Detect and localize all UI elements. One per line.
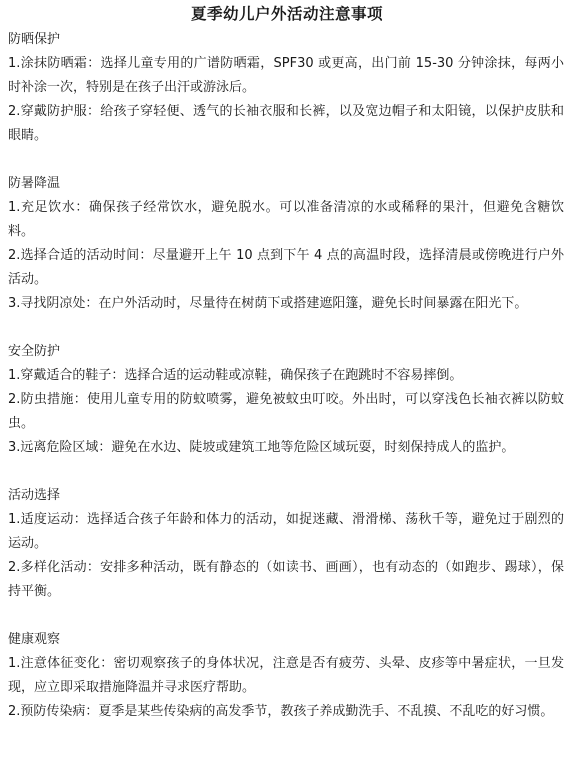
list-item: 2.预防传染病：夏季是某些传染病的高发季节，教孩子养成勤洗手、不乱摸、不乱吃的好习惯。 — [8, 704, 554, 719]
list-item: 1.适度运动：选择适合孩子年龄和体力的活动，如捉迷藏、滑滑梯、荡秋千等，避免过于剧烈的运动。 — [8, 512, 564, 551]
section-heading: 防晒保护 — [8, 32, 61, 47]
section-health-observation — [8, 628, 566, 724]
list-item: 2.多样化活动：安排多种活动，既有静态的（如读书、画画），也有动态的（如跑步、踢球），保持平衡。 — [8, 560, 564, 599]
list-item: 3.寻找阴凉处：在户外活动时，尽量待在树荫下或搭建遮阳篷，避免长时间暴露在阳光下。 — [8, 296, 528, 311]
list-item: 1.穿戴适合的鞋子：选择合适的运动鞋或凉鞋，确保孩子在跑跳时不容易摔倒。 — [8, 368, 463, 383]
list-item: 3.远离危险区域：避免在水边、陡坡或建筑工地等危险区域玩耍，时刻保持成人的监护。 — [8, 440, 515, 455]
section-sun-protection — [8, 28, 566, 148]
section-heading: 安全防护 — [8, 344, 61, 359]
section-heading: 活动选择 — [8, 488, 61, 503]
list-item: 1.充足饮水：确保孩子经常饮水，避免脱水。可以准备清凉的水或稀释的果汁，但避免含糖饮料。 — [8, 200, 564, 239]
section-heat-prevention — [8, 172, 566, 316]
list-item: 2.穿戴防护服：给孩子穿轻便、透气的长袖衣服和长裤，以及宽边帽子和太阳镜，以保护皮肤和眼睛。 — [8, 104, 564, 143]
list-item: 1.涂抹防晒霜：选择儿童专用的广谱防晒霜，SPF30 或更高，出门前 15-30 分钟涂抹，每两小时补涂一次，特别是在孩子出汗或游泳后。 — [8, 56, 564, 95]
section-safety — [8, 340, 566, 460]
list-item: 1.注意体征变化：密切观察孩子的身体状况，注意是否有疲劳、头晕、皮疹等中暑症状，一旦发现，应立即采取措施降温并寻求医疗帮助。 — [8, 656, 564, 695]
section-heading: 健康观察 — [8, 632, 61, 647]
page-title: 夏季幼儿户外活动注意事项 — [190, 5, 383, 23]
list-item: 2.选择合适的活动时间：尽量避开上午 10 点到下午 4 点的高温时段，选择清晨或傍晚进行户外活动。 — [8, 248, 564, 287]
section-heading: 防暑降温 — [8, 176, 61, 191]
list-item: 2.防虫措施：使用儿童专用的防蚊喷雾，避免被蚊虫叮咬。外出时，可以穿浅色长袖衣裤以防蚊虫。 — [8, 392, 564, 431]
section-activity-choice — [8, 484, 566, 604]
